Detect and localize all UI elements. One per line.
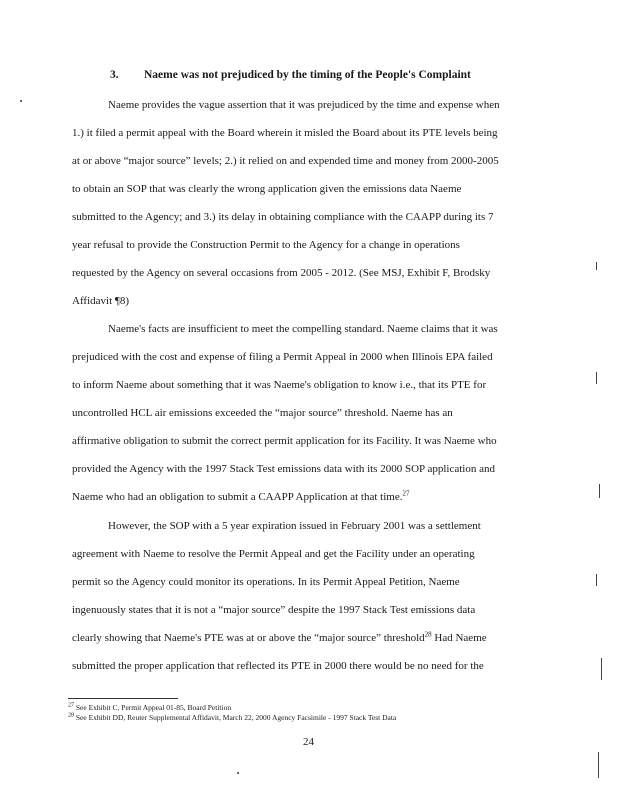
section-title: Naeme was not prejudiced by the timing of the People's Complaint bbox=[144, 69, 471, 81]
text-line bbox=[72, 631, 487, 645]
text-line: affirmative obligation to submit the correct permit application for its Facility. It was Naeme who bbox=[72, 435, 497, 447]
scan-mark bbox=[596, 372, 597, 384]
scan-mark bbox=[598, 752, 599, 778]
text-line: year refusal to provide the Construction Permit to the Agency for a change in operations bbox=[72, 239, 460, 251]
text-line: agreement with Naeme to resolve the Permit Appeal and get the Facility under an operating bbox=[72, 548, 475, 560]
section-number: 3. bbox=[110, 69, 119, 81]
text-line-content: Had Naeme bbox=[431, 632, 487, 644]
text-line: submitted the proper application that reflected its PTE in 2000 there would be no need for the bbox=[72, 660, 484, 672]
footnote bbox=[68, 703, 231, 713]
footnote-number: 27 bbox=[68, 702, 74, 709]
scan-mark bbox=[599, 484, 600, 498]
scan-dot bbox=[237, 772, 239, 774]
scan-mark bbox=[596, 574, 597, 586]
text-line: prejudiced with the cost and expense of filing a Permit Appeal in 2000 when Illinois EPA failed bbox=[72, 351, 493, 363]
footnote-number: 28 bbox=[68, 712, 74, 719]
text-line: provided the Agency with the 1997 Stack Test emissions data with its 2000 SOP application and bbox=[72, 463, 495, 475]
text-line: to obtain an SOP that was clearly the wrong application given the emissions data Naeme bbox=[72, 183, 462, 195]
footnote-text: See Exhibit C, Permit Appeal 01-85, Board Petition bbox=[75, 703, 232, 712]
text-line: Naeme's facts are insufficient to meet the compelling standard. Naeme claims that it was bbox=[108, 323, 498, 335]
footnote-ref[interactable]: 28 bbox=[424, 630, 432, 639]
text-line: to inform Naeme about something that it was Naeme's obligation to know i.e., that its PTE for bbox=[72, 379, 487, 391]
text-line: requested by the Agency on several occasions from 2005 - 2012. (See MSJ, Exhibit F, Brodsky bbox=[72, 267, 491, 279]
text-line: permit so the Agency could monitor its operations. In its Permit Appeal Petition, Naeme bbox=[72, 576, 460, 588]
text-line-content: Naeme who had an obligation to submit a CAAPP Application at that time. bbox=[72, 491, 403, 503]
footnote bbox=[68, 713, 396, 723]
text-line bbox=[72, 490, 409, 504]
page-number: 24 bbox=[303, 736, 314, 748]
footnote-text: See Exhibit DD, Reuter Supplemental Affidavit, March 22, 2000 Agency Facsimile - 1997 Stack Test Data bbox=[75, 713, 397, 722]
footnote-divider bbox=[68, 698, 178, 699]
text-line: However, the SOP with a 5 year expiration issued in February 2001 was a settlement bbox=[108, 520, 481, 532]
text-line: 1.) it filed a permit appeal with the Board wherein it misled the Board about its PTE levels being bbox=[72, 127, 498, 139]
text-line-content: clearly showing that Naeme's PTE was at or above the “major source” threshold bbox=[72, 632, 425, 644]
text-line: submitted to the Agency; and 3.) its delay in obtaining compliance with the CAAPP during its 7 bbox=[72, 211, 494, 223]
text-line: Affidavit ¶8) bbox=[72, 295, 130, 307]
footnote-ref[interactable]: 27 bbox=[402, 489, 410, 498]
scan-mark bbox=[596, 262, 597, 270]
text-line: Naeme provides the vague assertion that it was prejudiced by the time and expense when bbox=[108, 99, 500, 111]
scan-mark bbox=[601, 658, 602, 680]
scan-dot bbox=[20, 100, 22, 102]
section-heading bbox=[110, 69, 577, 81]
text-line: ingenuously states that it is not a “major source” despite the 1997 Stack Test emissions data bbox=[72, 604, 476, 616]
text-line: at or above “major source” levels; 2.) it relied on and expended time and money from 2000-2005 bbox=[72, 155, 499, 167]
text-line: uncontrolled HCL air emissions exceeded the “major source” threshold. Naeme has an bbox=[72, 407, 453, 419]
